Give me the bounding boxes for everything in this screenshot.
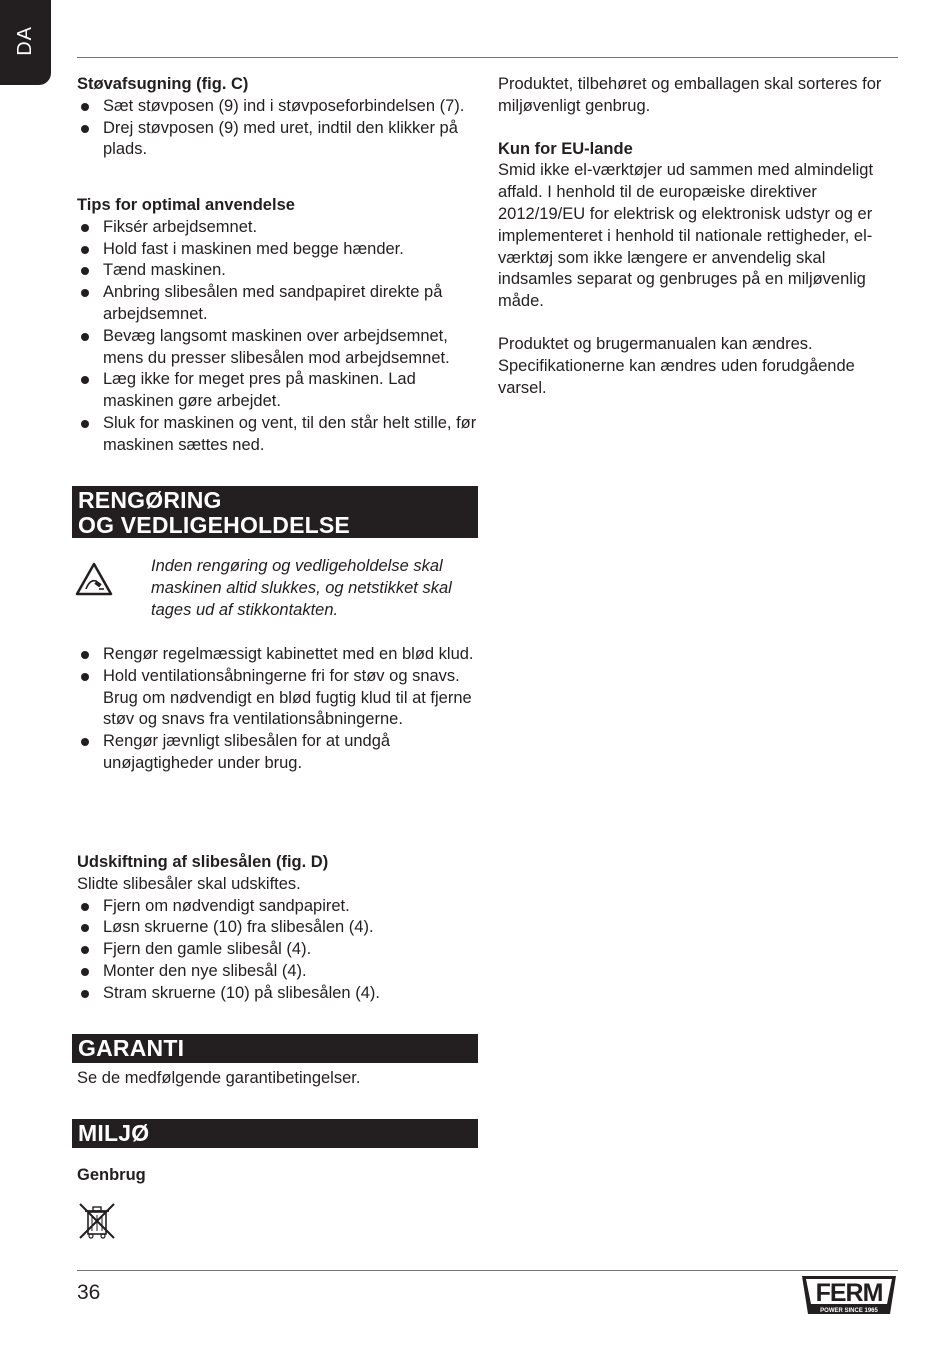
list-item: Læg ikke for meget pres på maskinen. Lad maskinen gøre arbejdet. (77, 369, 479, 413)
tips-list (77, 217, 479, 457)
dust-section (77, 74, 479, 161)
svg-text:FERM: FERM (815, 1279, 883, 1307)
list-item: Fjern den gamle slibesål (4). (77, 939, 479, 961)
right-column (498, 74, 900, 399)
recycling-heading: Genbrug (77, 1166, 146, 1184)
environment-title-bar (72, 1119, 478, 1148)
language-tab (0, 0, 51, 85)
language-code: DA (14, 26, 37, 56)
disclaimer-text: Produktet og brugermanualen kan ændres. Specifikationerne kan ændres uden forudgående varsel. (498, 334, 855, 397)
cleaning-title-line2: OG VEDLIGEHOLDELSE (78, 512, 350, 538)
tips-section (77, 195, 479, 457)
list-item: Stram skruerne (10) på slibesålen (4). (77, 983, 479, 1005)
list-item: Tænd maskinen. (77, 260, 479, 282)
cleaning-section (77, 644, 479, 775)
warning-unplug-icon (75, 561, 113, 597)
eu-heading: Kun for EU-lande (498, 139, 633, 158)
list-item: Drej støvposen (9) med uret, indtil den klikker på plads. (77, 118, 479, 162)
replace-intro: Slidte slibesåler skal udskiftes. (77, 874, 301, 893)
cleaning-warning: Inden rengøring og vedligeholdelse skal maskinen altid slukkes, og netstikket skal tages ud af stikkontakten. (151, 557, 452, 619)
list-item: Fiksér arbejdsemnet. (77, 217, 479, 239)
top-rule (77, 57, 898, 58)
list-item: Rengør jævnligt slibesålen for at undgå unøjagtigheder under brug. (77, 731, 479, 775)
page-number: 36 (77, 1281, 101, 1304)
dust-heading: Støvafsugning (fig. C) (77, 75, 249, 93)
packaging-text: Produktet, tilbehøret og emballagen skal sorteres for miljøvenligt genbrug. (498, 75, 882, 115)
tips-heading: Tips for optimal anvendelse (77, 196, 295, 214)
replace-section (77, 852, 479, 1005)
crossed-bin-icon (78, 1202, 116, 1240)
environment-title: MILJØ (78, 1120, 150, 1146)
svg-text:POWER SINCE 1965: POWER SINCE 1965 (820, 1308, 878, 1314)
list-item: Sluk for maskinen og vent, til den står helt stille, før maskinen sættes ned. (77, 413, 479, 457)
list-item: Rengør regelmæssigt kabinettet med en blød klud. (77, 644, 479, 666)
dust-list (77, 96, 479, 161)
eu-text: Smid ikke el-værktøjer ud sammen med almindeligt affald. I henhold til de europæiske direktiver 2012/19/EU for elektrisk og elektronisk udstyr og er implementeret i henhold til nationale rettigheder, el-værktøj som ikke længere er anvendelig skal indsamles separat og genbruges på en miljøvenlig måde. (498, 161, 874, 311)
list-item: Bevæg langsomt maskinen over arbejdsemnet, mens du presser slibesålen mod arbejdsemnet. (77, 326, 479, 370)
cleaning-title-bar (72, 486, 478, 538)
list-item: Fjern om nødvendigt sandpapiret. (77, 896, 479, 918)
ferm-logo-graphic (800, 1274, 898, 1316)
bottom-rule (77, 1270, 898, 1271)
list-item: Løsn skruerne (10) fra slibesålen (4). (77, 917, 479, 939)
list-item: Hold ventilationsåbningerne fri for støv og snavs. Brug om nødvendigt en blød fugtig klud til at fjerne støv og snavs fra ventilationsåbningerne. (77, 666, 479, 731)
list-item: Sæt støvposen (9) ind i støvposeforbindelsen (7). (77, 96, 479, 118)
list-item: Hold fast i maskinen med begge hænder. (77, 239, 479, 261)
cleaning-title-line1: RENGØRING (78, 487, 222, 513)
warranty-title-bar (72, 1034, 478, 1063)
warranty-text: Se de medfølgende garantibetingelser. (77, 1069, 361, 1087)
replace-heading: Udskiftning af slibesålen (fig. D) (77, 853, 329, 871)
warranty-title: GARANTI (78, 1035, 185, 1061)
list-item: Anbring slibesålen med sandpapiret direkte på arbejdsemnet. (77, 282, 479, 326)
ferm-logo (800, 1274, 898, 1316)
cleaning-list (77, 644, 479, 775)
replace-list (77, 896, 479, 1005)
list-item: Monter den nye slibesål (4). (77, 961, 479, 983)
